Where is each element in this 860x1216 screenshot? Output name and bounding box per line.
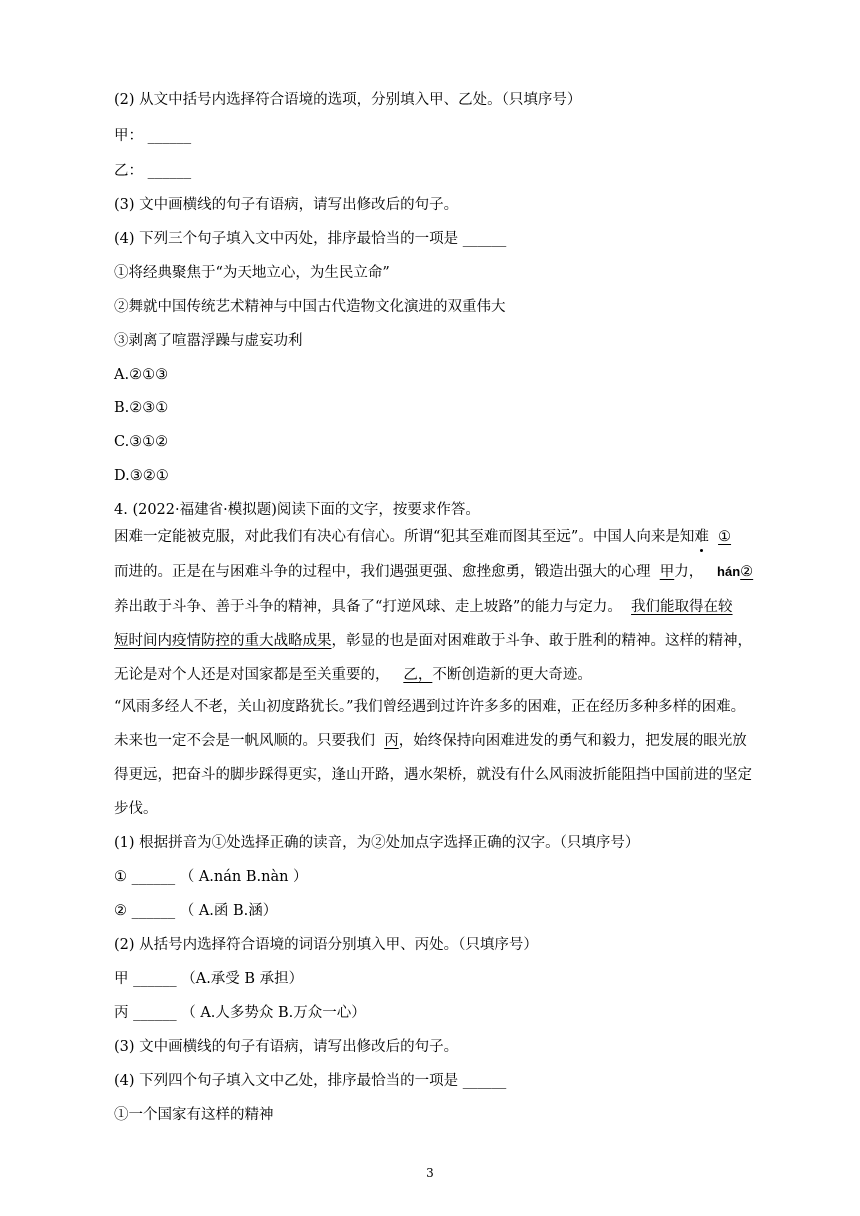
- answer-line-1[interactable]: ① ______ （ A.nán B.nàn ）: [114, 869, 308, 885]
- subquestion-3: (3) 文中画横线的句子有语病，请写出修改后的句子。: [114, 1039, 459, 1055]
- question-2-prompt: (2) 从文中括号内选择符合语境的选项，分别填入甲、乙处。（只填序号）: [114, 92, 582, 108]
- underlined-sentence: 我们能取得在较: [631, 599, 733, 615]
- answer-line-jia[interactable]: 甲： ______: [114, 128, 192, 144]
- answer-line-bing[interactable]: 丙 ______ （ A.人多势众 B.万众一心）: [114, 1005, 366, 1021]
- answer-line-yi[interactable]: 乙： ______: [114, 163, 192, 179]
- choice-a[interactable]: A.②①③: [114, 367, 169, 383]
- underlined-sentence: 短时间内疫情防控的重大战略成果: [114, 633, 332, 649]
- sentence-option-2: ②舞就中国传统艺术精神与中国古代造物文化演进的双重伟大: [114, 299, 506, 315]
- passage-line: [114, 597, 733, 617]
- subquestion-1: (1) 根据拼音为①处选择正确的读音，为②处加点字选择正确的汉字。（只填序号）: [114, 835, 640, 851]
- sentence-option-1: ①将经典聚焦于“为天地立心，为生民立命”: [114, 265, 390, 281]
- passage-line: [114, 527, 731, 547]
- passage-line: [114, 731, 747, 751]
- answer-line-2[interactable]: ② ______ （ A.函 B.涵）: [114, 903, 278, 919]
- passage-line: “风雨多经人不老，关山初度路犹长。”我们曾经遇到过许许多多的困难，正在经历多种多样的困难。: [114, 699, 746, 715]
- pinyin-han: hán: [717, 564, 741, 579]
- passage-line: 得更远，把奋斗的脚步踩得更实，逢山开路，遇水架桥，就没有什么风雨波折能阻挡中国前进的坚定: [114, 767, 752, 783]
- choice-c[interactable]: C.③①②: [114, 434, 169, 450]
- subquestion-2: (2) 从括号内选择符合语境的词语分别填入甲、丙处。（只填序号）: [114, 937, 538, 953]
- passage-text: 力，: [674, 564, 704, 580]
- dotted-char: 难: [694, 529, 709, 545]
- passage-line: 步伐。: [114, 801, 158, 817]
- passage-text: 无论是对个人还是对国家都是至关重要的，: [114, 667, 390, 683]
- passage-text: 不断创造新的更大奇迹。: [432, 667, 592, 683]
- passage-text: 而进的。正是在与困难斗争的过程中，我们遇强更强、愈挫愈勇，锻造出强大的心理: [114, 564, 651, 580]
- blank-bing: 丙: [384, 733, 399, 749]
- choice-b[interactable]: B.②③①: [114, 400, 169, 416]
- blank-yi: 乙，: [403, 667, 433, 683]
- question-3-prompt: (3) 文中画横线的句子有语病，请写出修改后的句子。: [114, 197, 459, 213]
- blank-marker-1: ①: [718, 529, 732, 545]
- question-4-prompt: (4) 下列三个句子填入文中丙处，排序最恰当的一项是 ______: [114, 231, 507, 247]
- answer-line-jia-2[interactable]: 甲 ______ （A.承受 B 承担）: [114, 971, 304, 987]
- passage-text: 困难一定能被克服，对此我们有决心有信心。所谓“犯其至难而图其至远”。中国人向来是知: [114, 529, 695, 545]
- passage-text: ，彰显的也是面对困难敢于斗争、敢于胜利的精神。这样的精神，: [331, 633, 752, 649]
- passage-line: [114, 562, 753, 582]
- sentence-option-1b: ①一个国家有这样的精神: [114, 1107, 274, 1123]
- blank-jia: 甲: [659, 564, 675, 580]
- passage-text: 养出敢于斗争、善于斗争的精神，具备了“打逆风球、走上坡路”的能力与定力。: [114, 599, 622, 615]
- blank-marker-2: ②: [740, 564, 754, 580]
- passage-line: [114, 631, 752, 651]
- question-4-header: 4. (2022·福建省·模拟题)阅读下面的文字，按要求作答。: [114, 502, 480, 518]
- passage-text: ，始终保持向困难进发的勇气和毅力，把发展的眼光放: [398, 733, 747, 749]
- passage-line: [114, 665, 592, 685]
- page-number: 3: [426, 1166, 434, 1180]
- passage-text: 未来也一定不会是一帆风顺的。只要我们: [114, 733, 375, 749]
- sentence-option-3: ③剥离了喧嚣浮躁与虚妄功利: [114, 333, 303, 349]
- subquestion-4: (4) 下列四个句子填入文中乙处，排序最恰当的一项是 ______: [114, 1073, 507, 1089]
- choice-d[interactable]: D.③②①: [114, 468, 169, 484]
